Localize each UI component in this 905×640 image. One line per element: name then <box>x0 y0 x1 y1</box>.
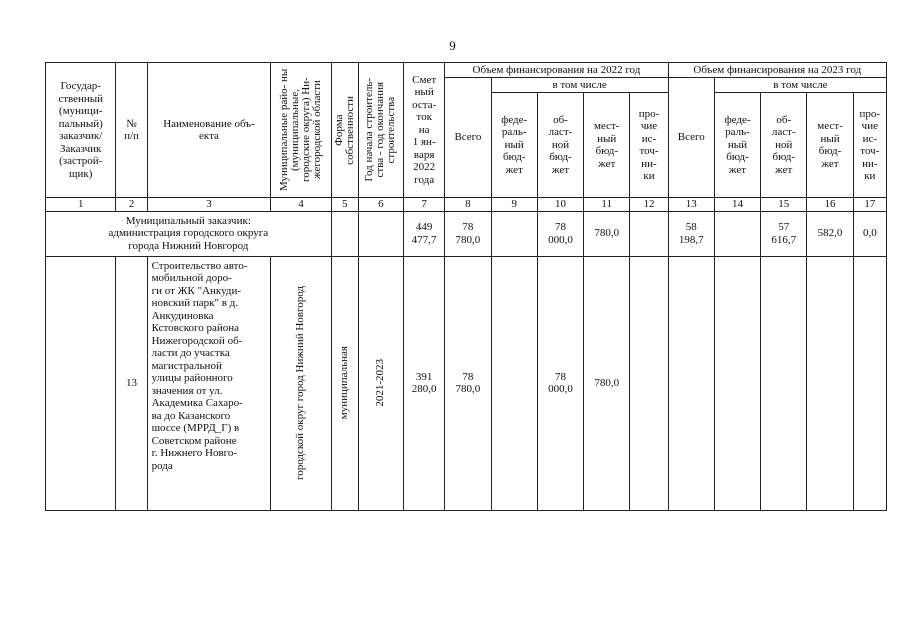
object-name: Строительство авто- мобильной доро- ги от ЖК "Анкуди- новский парк" в д. Анкудиновка Кстовского района Нижегородской об- ласти до участка магистральной улицы районного значения от ул. Академика Сахаро- ва до Казанского шоссе (МРРД_Г) в Советском районе г. Нижнего Новго- рода <box>147 256 271 510</box>
header-total-2022: Всего <box>445 78 491 198</box>
col-number: 9 <box>491 198 537 212</box>
header-customer: Государ- ственный (муници- пальный) заказчик/ Заказчик (застрой- щик) <box>46 63 116 198</box>
object-federal-2023 <box>714 256 760 510</box>
page-number: 9 <box>449 38 456 53</box>
object-district-cell <box>271 256 331 510</box>
summary-estimate: 449 477,7 <box>404 211 445 256</box>
column-number-row <box>46 198 887 212</box>
summary-other-2023: 0,0 <box>853 211 886 256</box>
summary-regional-2022: 78 000,0 <box>537 211 583 256</box>
col-number: 1 <box>46 198 116 212</box>
financing-table <box>45 62 887 511</box>
object-local-2023 <box>807 256 853 510</box>
object-num: 13 <box>116 256 147 510</box>
object-ownership-cell <box>331 256 358 510</box>
summary-local-2022: 780,0 <box>584 211 630 256</box>
summary-regional-2023: 57 616,7 <box>761 211 807 256</box>
object-total-2022: 78 780,0 <box>445 256 491 510</box>
object-customer <box>46 256 116 510</box>
summary-empty-cell <box>358 211 403 256</box>
col-number: 2 <box>116 198 147 212</box>
header-federal-2022: феде- раль- ный бюд- жет <box>491 93 537 198</box>
object-other-2022 <box>630 256 668 510</box>
header-incl-2023: в том числе <box>714 78 886 93</box>
header-years: Год начала строитель- ства - год окончания строительства <box>363 78 398 182</box>
col-number: 3 <box>147 198 271 212</box>
col-number: 14 <box>714 198 760 212</box>
header-name: Наименование объ- екта <box>147 63 271 198</box>
header-incl-2022: в том числе <box>491 78 668 93</box>
header-fin-2023: Объем финансирования на 2023 год <box>668 63 886 78</box>
header-ownership: Форма собственности <box>332 95 356 165</box>
header-other-2023: про- чие ис- точ- ни- ки <box>853 93 886 198</box>
header-estimate: Смет ный оста- ток на 1 ян- варя 2022 года <box>404 63 445 198</box>
col-number: 11 <box>584 198 630 212</box>
object-regional-2023 <box>761 256 807 510</box>
object-local-2022: 780,0 <box>584 256 630 510</box>
object-total-2023 <box>668 256 714 510</box>
summary-total-2022: 78 780,0 <box>445 211 491 256</box>
col-number: 10 <box>537 198 583 212</box>
col-number: 13 <box>668 198 714 212</box>
col-number: 6 <box>358 198 403 212</box>
header-years-cell <box>358 63 403 198</box>
object-row <box>46 256 887 510</box>
header-ownership-cell <box>331 63 358 198</box>
col-number: 16 <box>807 198 853 212</box>
object-estimate: 391 280,0 <box>404 256 445 510</box>
object-years: 2021-2023 <box>374 359 387 407</box>
object-ownership: муниципальная <box>338 346 351 420</box>
summary-empty-cell <box>331 211 358 256</box>
header-regional-2022: об- ласт- ной бюд- жет <box>537 93 583 198</box>
header-district-cell <box>271 63 331 198</box>
summary-total-2023: 58 198,7 <box>668 211 714 256</box>
summary-federal-2023 <box>714 211 760 256</box>
summary-other-2022 <box>630 211 668 256</box>
header-federal-2023: феде- раль- ный бюд- жет <box>714 93 760 198</box>
col-number: 8 <box>445 198 491 212</box>
header-other-2022: про- чие ис- точ- ни- ки <box>630 93 668 198</box>
header-district: Муниципальные райо- ны (муниципальные, городские округа) Ни- жегородской области <box>277 68 323 192</box>
header-num: № п/п <box>116 63 147 198</box>
summary-customer: Муниципальный заказчик: администрация городского округа города Нижний Новгород <box>46 211 332 256</box>
summary-federal-2022 <box>491 211 537 256</box>
header-total-2023: Всего <box>668 78 714 198</box>
header-regional-2023: об- ласт- ной бюд- жет <box>761 93 807 198</box>
col-number: 15 <box>761 198 807 212</box>
object-years-cell <box>358 256 403 510</box>
col-number: 12 <box>630 198 668 212</box>
object-regional-2022: 78 000,0 <box>537 256 583 510</box>
col-number: 7 <box>404 198 445 212</box>
object-federal-2022 <box>491 256 537 510</box>
header-local-2023: мест- ный бюд- жет <box>807 93 853 198</box>
col-number: 5 <box>331 198 358 212</box>
header-fin-2022: Объем финансирования на 2022 год <box>445 63 668 78</box>
summary-row <box>46 211 887 256</box>
object-other-2023 <box>853 256 886 510</box>
col-number: 4 <box>271 198 331 212</box>
summary-local-2023: 582,0 <box>807 211 853 256</box>
object-district: городской округ город Нижний Новгород <box>294 285 307 481</box>
header-local-2022: мест- ный бюд- жет <box>584 93 630 198</box>
col-number: 17 <box>853 198 886 212</box>
